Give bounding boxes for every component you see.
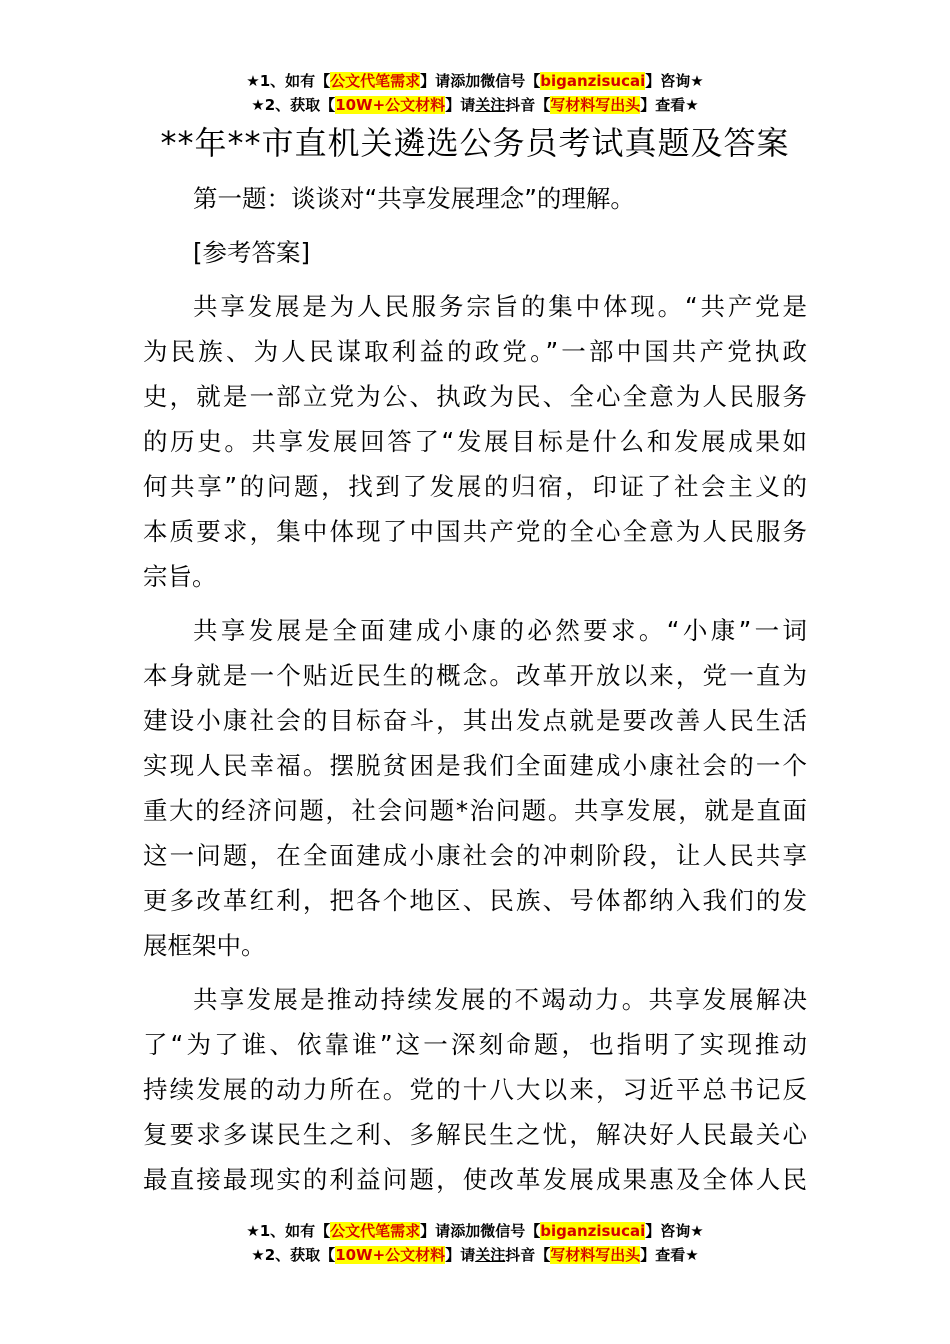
banner-highlight: 写材料写出头 — [550, 96, 641, 114]
banner-text: ★2、获取【 — [251, 1246, 336, 1264]
banner-text: 】请 — [445, 1246, 476, 1264]
banner-line-2 — [0, 93, 950, 117]
banner-highlight: 10W+公文材料 — [335, 96, 446, 114]
paragraph-line: 何共享”的问题，找到了发展的归宿，印证了社会主义的 — [143, 472, 807, 501]
paragraph-line: 共享发展是为人民服务宗旨的集中体现。“共产党是 — [193, 292, 807, 321]
paragraph-line: 为民族、为人民谋取利益的政党。”一部中国共产党执政 — [143, 337, 807, 366]
paragraph-line: 更多改革红利，把各个地区、民族、号体都纳入我们的发 — [143, 886, 807, 915]
banner-text: 】查看★ — [640, 96, 699, 114]
banner-text: 微信号【 — [480, 1222, 541, 1240]
banner-text: 抖音【 — [505, 1246, 551, 1264]
banner-text: ★1、如有【 — [246, 1222, 331, 1240]
question-line: 第一题：谈谈对“共享发展理念”的理解。 — [193, 184, 635, 213]
top-banner — [0, 69, 950, 117]
banner-text: 抖音【 — [505, 96, 551, 114]
paragraph-line: 了“为了谁、依靠谁”这一深刻命题，也指明了实现推动 — [143, 1030, 807, 1059]
paragraph-line: 共享发展是推动持续发展的不竭动力。共享发展解决 — [193, 985, 807, 1014]
paragraph-line: 最直接最现实的利益问题，使改革发展成果惠及全体人民 — [143, 1165, 807, 1194]
banner-highlight: 10W+公文材料 — [335, 1246, 446, 1264]
banner-text: 】请 — [420, 1222, 451, 1240]
banner-emphasis: 关注 — [475, 96, 506, 114]
banner-text: ★1、如有【 — [246, 72, 331, 90]
paragraph-line: 宗旨。 — [143, 562, 217, 591]
banner-text: 】查看★ — [640, 1246, 699, 1264]
banner-line-1 — [0, 69, 950, 93]
banner-emphasis: 关注 — [475, 1246, 506, 1264]
banner-highlight: biganzisucai — [540, 1222, 646, 1240]
paragraph-line: 的历史。共享发展回答了“发展目标是什么和发展成果如 — [143, 427, 807, 456]
paragraph-line: 共享发展是全面建成小康的必然要求。“小康”一词 — [193, 616, 807, 645]
banner-emphasis: 添加 — [450, 1222, 481, 1240]
paragraph-line: 持续发展的动力所在。党的十八大以来，习近平总书记反 — [143, 1075, 807, 1104]
document-title: **年**市直机关遴选公务员考试真题及答案 — [160, 124, 790, 162]
paragraph-line: 建设小康社会的目标奋斗，其出发点就是要改善人民生活 — [143, 706, 807, 735]
banner-text: ★2、获取【 — [251, 96, 336, 114]
banner-text: 】咨询★ — [645, 72, 704, 90]
banner-emphasis: 添加 — [450, 72, 481, 90]
banner-line-2 — [0, 1243, 950, 1267]
banner-line-1 — [0, 1219, 950, 1243]
paragraph-2 — [143, 608, 807, 968]
banner-highlight: 公文代笔需求 — [330, 72, 421, 90]
paragraph-line: 重大的经济问题，社会问题*治问题。共享发展，就是直面 — [143, 796, 807, 825]
paragraph-line: 本身就是一个贴近民生的概念。改革开放以来，党一直为 — [143, 661, 807, 690]
paragraph-line: 史，就是一部立党为公、执政为民、全心全意为人民服务 — [143, 382, 807, 411]
banner-text: 】请 — [420, 72, 451, 90]
banner-text: 】请 — [445, 96, 476, 114]
paragraph-1 — [143, 284, 807, 599]
banner-text: 微信号【 — [480, 72, 541, 90]
banner-text: 】咨询★ — [645, 1222, 704, 1240]
paragraph-line: 本质要求，集中体现了中国共产党的全心全意为人民服务 — [143, 517, 807, 546]
banner-highlight: biganzisucai — [540, 72, 646, 90]
answer-label: [参考答案] — [193, 238, 311, 267]
banner-highlight: 公文代笔需求 — [330, 1222, 421, 1240]
paragraph-line: 这一问题，在全面建成小康社会的冲刺阶段，让人民共享 — [143, 841, 807, 870]
document-body — [143, 176, 807, 1202]
bottom-banner — [0, 1219, 950, 1267]
paragraph-line: 复要求多谋民生之利、多解民生之忧，解决好人民最关心 — [143, 1120, 807, 1149]
paragraph-line: 展框架中。 — [143, 931, 266, 960]
banner-highlight: 写材料写出头 — [550, 1246, 641, 1264]
paragraph-line: 实现人民幸福。摆脱贫困是我们全面建成小康社会的一个 — [143, 751, 807, 780]
paragraph-3 — [143, 977, 807, 1202]
